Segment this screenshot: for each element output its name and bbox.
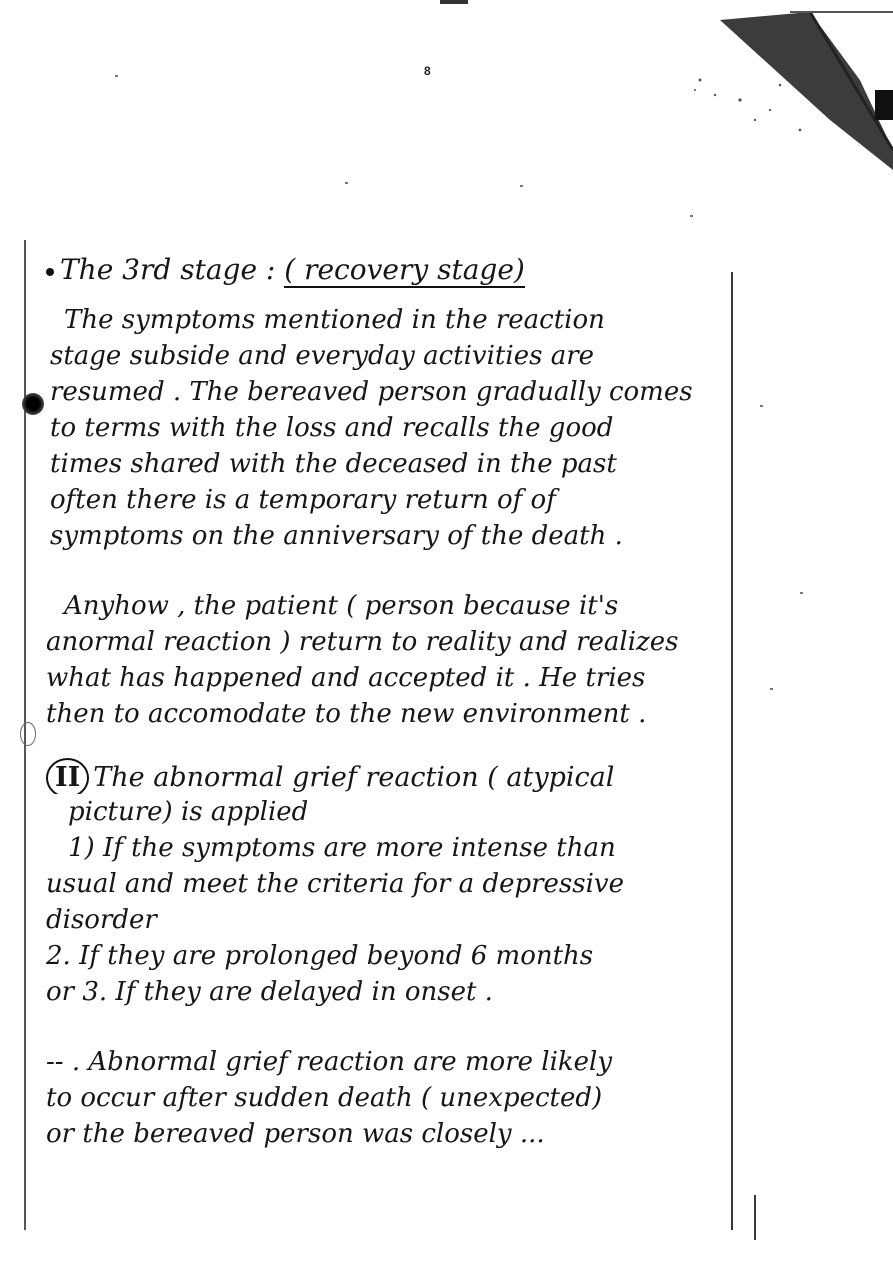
roman-numeral: II (46, 758, 89, 794)
criteria-item: or 3. If they are delayed in onset . (46, 977, 493, 1007)
criteria-item: usual and meet the criteria for a depressive (46, 869, 625, 899)
scan-top-mark (440, 0, 468, 4)
text-line: times shared with the deceased in the past (50, 449, 617, 479)
scan-speck (345, 182, 348, 184)
scan-speck (800, 592, 803, 594)
text-line: often there is a temporary return of of (50, 485, 556, 515)
paragraph-recovery (46, 302, 736, 554)
page-number: 8 (424, 64, 431, 78)
section-heading (46, 248, 736, 292)
punch-hole-ring (20, 722, 36, 746)
punch-hole (22, 393, 44, 415)
text-line: symptoms on the anniversary of the death . (50, 521, 623, 551)
scan-speck (760, 405, 763, 407)
paragraph-anyhow (46, 588, 736, 732)
text-line: -- . Abnormal grief reaction are more likely (46, 1047, 613, 1077)
section-title-text: The abnormal grief reaction ( atypical (93, 762, 615, 793)
scan-speck (520, 185, 523, 187)
criteria-item: 2. If they are prolonged beyond 6 months (46, 941, 594, 971)
text-line: to terms with the loss and recalls the good (50, 413, 614, 443)
paragraph-abnormal-likely (46, 1044, 736, 1152)
text-line: resumed . The bereaved person gradually comes (50, 377, 693, 407)
criteria-item: 1) If the symptoms are more intense than (68, 833, 616, 863)
text-line: to occur after sudden death ( unexpected) (46, 1083, 603, 1113)
section-title (46, 758, 736, 794)
text-line: what has happened and accepted it . He tries (46, 663, 646, 693)
scan-speck (770, 688, 773, 690)
heading-title: The 3rd stage : (60, 253, 276, 286)
scan-speck (115, 75, 118, 77)
section-title-continued: picture) is applied (68, 797, 309, 827)
heading-subtitle: ( recovery stage) (284, 253, 525, 286)
scan-speck (690, 215, 693, 217)
handwritten-notes (46, 248, 736, 1152)
page-right-margin-line-lower (754, 1195, 756, 1240)
criteria-item: disorder (46, 905, 157, 935)
scan-corner-artifact (680, 0, 893, 170)
bullet-icon (46, 268, 54, 276)
text-line: The symptoms mentioned in the reaction (64, 305, 605, 335)
text-line: anormal reaction ) return to reality and realizes (46, 627, 679, 657)
text-line: stage subside and everyday activities are (50, 341, 595, 371)
text-line: then to accomodate to the new environment . (46, 699, 647, 729)
section-abnormal-grief (46, 758, 736, 1010)
text-line: or the bereaved person was closely ... (46, 1119, 545, 1149)
text-line: Anyhow , the patient ( person because it's (64, 591, 619, 621)
